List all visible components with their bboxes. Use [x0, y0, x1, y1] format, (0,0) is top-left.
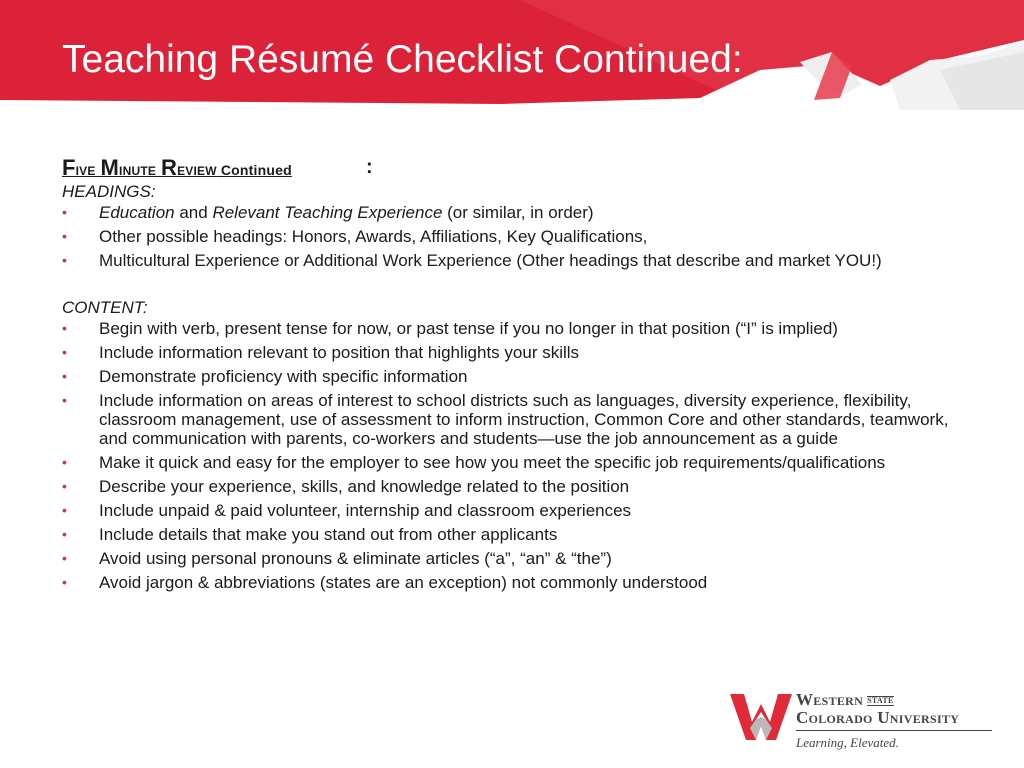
bullet-icon: •	[62, 368, 67, 384]
bullet-icon: •	[62, 392, 67, 408]
mountain-w-icon	[730, 688, 792, 746]
list-item-text: Include information on areas of interest to school districts such as languages, diversity experience, flexibility, classroom management, use of assessment to inform instruction, Common Core and other standards, teamwork, and communication with parents, co-workers and students—use the job announcement as a guide	[99, 391, 949, 448]
list-item	[62, 549, 972, 568]
list-item-italic: Relevant Teaching Experience	[212, 203, 443, 222]
bullet-icon: •	[62, 204, 67, 220]
content-label: CONTENT:	[62, 298, 148, 317]
bullet-icon: •	[62, 526, 67, 542]
bullet-icon: •	[62, 320, 67, 336]
section-title-letter: R	[160, 155, 178, 180]
headings-label: HEADINGS:	[62, 182, 156, 201]
bullet-icon: •	[62, 252, 67, 268]
section-title-letter: F	[62, 155, 76, 180]
list-item-text: Include unpaid & paid volunteer, internship and classroom experiences	[99, 501, 632, 520]
section-title-colon: :	[366, 156, 373, 178]
bullet-icon: •	[62, 344, 67, 360]
content-list	[62, 319, 972, 592]
slide-header	[0, 0, 1024, 110]
list-item	[62, 251, 972, 270]
logo-line-2: Colorado University	[796, 708, 960, 727]
list-item-text: Demonstrate proficiency with specific information	[99, 367, 468, 386]
university-logo	[730, 688, 1000, 758]
list-item-text: Make it quick and easy for the employer to see how you meet the specific job requirements/qualifications	[99, 453, 886, 472]
bullet-icon: •	[62, 478, 67, 494]
list-item-text: Multicultural Experience or Additional Work Experience (Other headings that describe and market YOU!)	[99, 251, 882, 270]
bullet-icon: •	[62, 550, 67, 566]
section-title-word: eview	[177, 160, 217, 179]
bullet-icon: •	[62, 228, 67, 244]
section-title	[62, 155, 972, 180]
bullet-icon: •	[62, 574, 67, 590]
bullet-icon: •	[62, 454, 67, 470]
section-title-letter: M	[100, 155, 120, 180]
list-item	[62, 367, 972, 386]
list-item-italic: Education	[99, 203, 175, 222]
logo-line-1	[796, 690, 894, 710]
list-item	[62, 453, 972, 472]
list-item	[62, 525, 972, 544]
list-item-text: Other possible headings: Honors, Awards, Affiliations, Key Qualifications,	[99, 227, 648, 246]
list-item-text: Begin with verb, present tense for now, or past tense if you no longer in that position (“I” is implied)	[99, 319, 838, 338]
list-item	[62, 319, 972, 338]
section-title-continued: Continued	[216, 162, 292, 178]
list-item	[62, 343, 972, 362]
bullet-icon: •	[62, 502, 67, 518]
list-item-text: and	[174, 203, 213, 222]
list-item	[62, 227, 972, 246]
list-item-text: Avoid jargon & abbreviations (states are an exception) not commonly understood	[99, 573, 708, 592]
logo-divider	[796, 730, 992, 731]
list-item	[62, 391, 972, 448]
spacer	[62, 275, 972, 296]
list-item-text: Avoid using personal pronouns & eliminate articles (“a”, “an” & “the”)	[99, 549, 612, 568]
list-item	[62, 573, 972, 592]
list-item	[62, 501, 972, 520]
slide-content	[62, 155, 972, 597]
logo-western: Western	[796, 690, 864, 709]
logo-tagline: Learning, Elevated.	[796, 735, 899, 750]
list-item-text: (or similar, in order)	[442, 203, 594, 222]
section-title-word: ive	[75, 160, 101, 179]
section-title-word: inute	[119, 160, 161, 179]
list-item	[62, 203, 972, 222]
logo-state: STATE	[867, 696, 894, 706]
headings-list	[62, 203, 972, 270]
list-item	[62, 477, 972, 496]
list-item-text: Include information relevant to position that highlights your skills	[99, 343, 580, 362]
list-item-text: Include details that make you stand out from other applicants	[99, 525, 558, 544]
list-item-text: Describe your experience, skills, and knowledge related to the position	[99, 477, 630, 496]
page-title: Teaching Résumé Checklist Continued:	[62, 38, 743, 81]
